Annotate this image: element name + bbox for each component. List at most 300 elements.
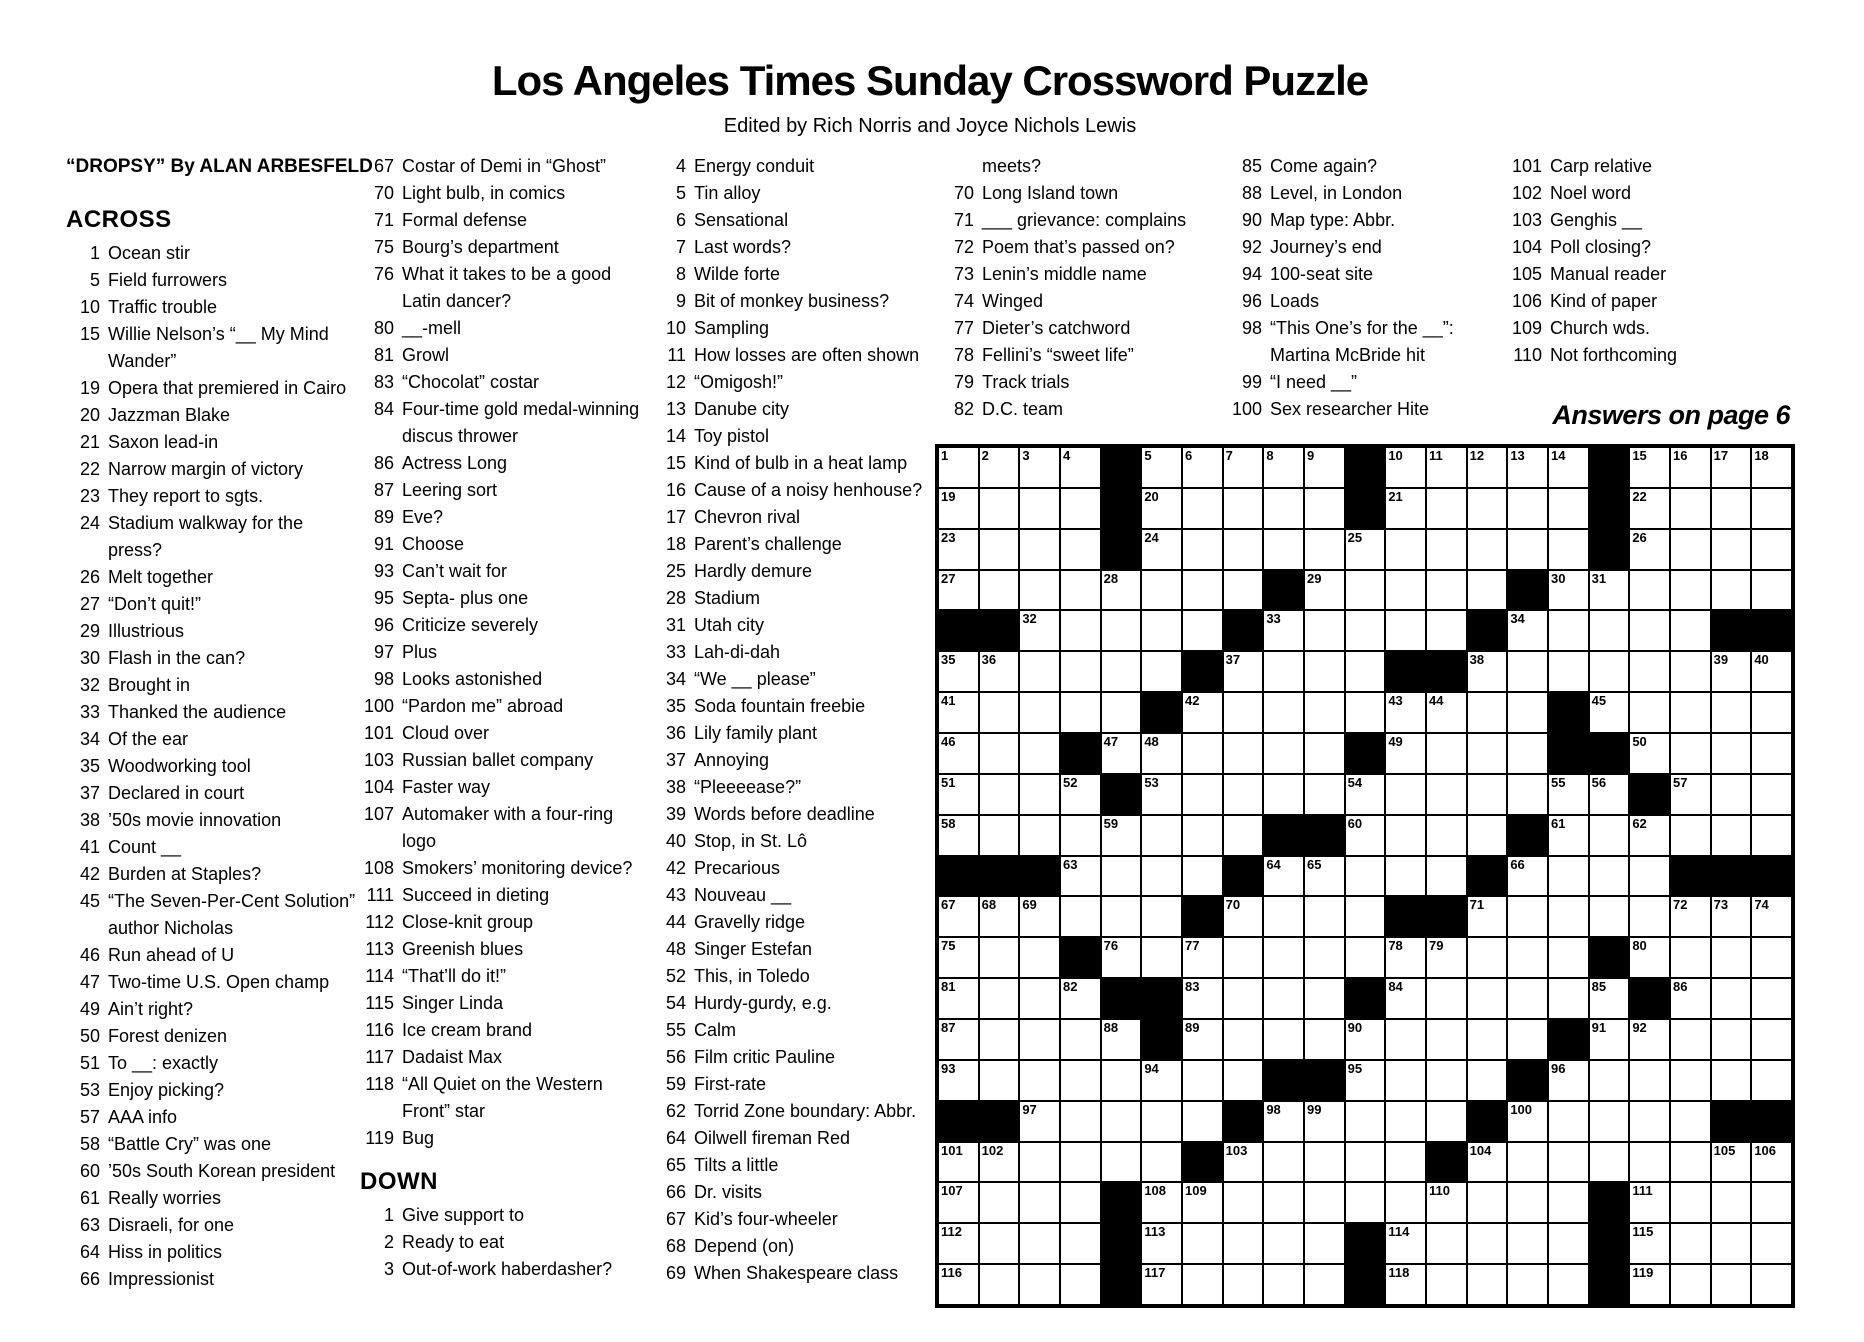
cell-number: 21 <box>1388 488 1403 504</box>
clue <box>652 666 939 693</box>
clue-number: 68 <box>665 1236 686 1256</box>
clue-text: “We __ please” <box>694 669 816 689</box>
clue-number: 101 <box>1511 156 1542 176</box>
clue-text: Oilwell fireman Red <box>694 1128 851 1148</box>
clue-number: 100 <box>363 696 394 716</box>
clue-text: AAA info <box>108 1107 178 1127</box>
grid-cell <box>1426 570 1467 611</box>
clue <box>940 288 1232 315</box>
clue <box>652 1044 939 1071</box>
clue-text: Disraeli, for one <box>108 1215 235 1235</box>
grid-cell-black <box>1182 1142 1223 1183</box>
grid-cell <box>1548 1264 1589 1305</box>
grid-cell <box>938 1060 979 1101</box>
grid-cell <box>1101 733 1142 774</box>
grid-cell <box>1263 1223 1304 1264</box>
grid-cell <box>1019 1223 1060 1264</box>
clue <box>1228 153 1508 180</box>
clue-text: Danube city <box>694 399 790 419</box>
clue-number: 15 <box>665 453 686 473</box>
clue <box>66 564 358 591</box>
grid-cell <box>1141 610 1182 651</box>
grid-cell-black <box>1589 1223 1630 1264</box>
grid-cell <box>1751 774 1792 815</box>
clue <box>652 747 939 774</box>
grid-cell <box>1507 1101 1548 1142</box>
clue-text: Plus <box>402 642 438 662</box>
grid-cell <box>1385 815 1426 856</box>
grid-cell <box>979 1060 1020 1101</box>
clue-text: Give support to <box>402 1205 525 1225</box>
clue-text: Parent’s challenge <box>694 534 842 554</box>
clue <box>66 1104 358 1131</box>
grid-cell-black <box>1263 570 1304 611</box>
clue-number: 36 <box>665 723 686 743</box>
grid-cell <box>1629 815 1670 856</box>
clue-text: “Omigosh!” <box>694 372 784 392</box>
down-clues-5 <box>1508 153 1788 369</box>
grid-cell <box>1141 1223 1182 1264</box>
clue-number: 10 <box>79 297 100 317</box>
grid-cell <box>1711 1019 1752 1060</box>
grid-cell <box>1548 1060 1589 1101</box>
clue <box>360 1044 647 1071</box>
cell-number: 24 <box>1144 529 1159 545</box>
clue <box>940 315 1232 342</box>
down-clues-3 <box>940 153 1232 423</box>
clue-number: 107 <box>363 804 394 824</box>
clue-text: Costar of Demi in “Ghost” <box>402 156 607 176</box>
clue-number: 88 <box>1241 183 1262 203</box>
clue-text: Two-time U.S. Open champ <box>108 972 330 992</box>
clue <box>940 207 1232 234</box>
grid-cell <box>1670 937 1711 978</box>
grid-cell <box>1141 1060 1182 1101</box>
cell-number: 70 <box>1225 897 1241 913</box>
cell-number: 62 <box>1632 815 1647 831</box>
grid-cell-black <box>1670 856 1711 897</box>
clue <box>1508 180 1788 207</box>
grid-cell-black <box>1589 733 1630 774</box>
grid-cell <box>1548 1182 1589 1223</box>
clue-number: 77 <box>953 318 974 338</box>
clue-text: “I need __” <box>1270 372 1358 392</box>
grid-cell <box>1385 610 1426 651</box>
grid-cell-black <box>1345 733 1386 774</box>
grid-cell-black <box>1019 856 1060 897</box>
grid-cell <box>938 447 979 488</box>
clue-text: __-mell <box>402 318 462 338</box>
grid-cell-black <box>1711 610 1752 651</box>
grid-cell <box>1182 1060 1223 1101</box>
grid-cell <box>1507 937 1548 978</box>
grid-cell <box>1548 774 1589 815</box>
clue-number: 49 <box>79 999 100 1019</box>
clue-text: Eve? <box>402 507 444 527</box>
clue-number: 94 <box>1241 264 1262 284</box>
grid-cell <box>1223 1019 1264 1060</box>
cell-number: 93 <box>941 1060 956 1076</box>
grid-cell <box>1263 896 1304 937</box>
down-clues-4 <box>1228 153 1508 423</box>
clue <box>66 969 358 996</box>
clue-text: Ocean stir <box>108 243 191 263</box>
grid-cell <box>1141 733 1182 774</box>
clue <box>652 369 939 396</box>
clue-text: Hiss in politics <box>108 1242 223 1262</box>
clue-text: Bit of monkey business? <box>694 291 890 311</box>
grid-cell <box>1223 937 1264 978</box>
clue <box>360 801 647 855</box>
clue-text: Cloud over <box>402 723 490 743</box>
clue <box>66 429 358 456</box>
clue <box>652 423 939 450</box>
grid-cell <box>1711 937 1752 978</box>
clue-text: Declared in court <box>108 783 245 803</box>
clue-text: Enjoy picking? <box>108 1080 225 1100</box>
grid-cell <box>1019 1264 1060 1305</box>
grid-cell <box>979 815 1020 856</box>
clue-text: Bug <box>402 1128 435 1148</box>
grid-cell <box>938 733 979 774</box>
clue-text: Genghis __ <box>1550 210 1643 230</box>
clue-number: 38 <box>665 777 686 797</box>
clue-number <box>940 153 982 180</box>
grid-cell-black <box>1141 692 1182 733</box>
clue-number: 67 <box>665 1209 686 1229</box>
clue <box>1508 288 1788 315</box>
cell-number: 59 <box>1103 815 1119 831</box>
grid-cell <box>1345 529 1386 570</box>
clue <box>360 504 647 531</box>
grid-cell <box>1182 529 1223 570</box>
clue-text: Dr. visits <box>694 1182 763 1202</box>
page-title: Los Angeles Times Sunday Crossword Puzzle <box>491 57 1369 104</box>
clue-text: Tin alloy <box>694 183 761 203</box>
clue-text: “All Quiet on the Western Front” star <box>402 1074 603 1121</box>
clue-text: Utah city <box>694 615 765 635</box>
cell-number: 33 <box>1266 611 1281 627</box>
grid-cell <box>1101 1142 1142 1183</box>
cell-number: 95 <box>1347 1060 1363 1076</box>
grid-cell <box>1263 1101 1304 1142</box>
clue <box>360 180 647 207</box>
cell-number: 37 <box>1225 652 1241 668</box>
grid-cell <box>1751 896 1792 937</box>
clue <box>940 369 1232 396</box>
clue <box>66 591 358 618</box>
grid-cell <box>1345 856 1386 897</box>
clue-number: 33 <box>79 702 100 722</box>
clue <box>360 315 647 342</box>
clue-text: Leering sort <box>402 480 498 500</box>
clue <box>360 585 647 612</box>
grid-cell <box>1304 1264 1345 1305</box>
grid-cell <box>1223 447 1264 488</box>
cell-number: 94 <box>1144 1060 1159 1076</box>
cell-number: 116 <box>941 1265 962 1281</box>
grid-cell-black <box>1101 488 1142 529</box>
grid-cell <box>1711 1182 1752 1223</box>
grid-cell <box>1385 978 1426 1019</box>
clue <box>1228 261 1508 288</box>
cell-number: 117 <box>1144 1265 1166 1281</box>
clue-number: 57 <box>79 1107 100 1127</box>
clue-text: Singer Estefan <box>694 939 813 959</box>
cell-number: 76 <box>1103 938 1119 954</box>
grid-cell <box>1060 1182 1101 1223</box>
grid-cell <box>1548 856 1589 897</box>
grid-cell <box>1467 447 1508 488</box>
grid-cell-black <box>1426 896 1467 937</box>
clue-text: Church wds. <box>1550 318 1651 338</box>
grid-cell <box>1019 488 1060 529</box>
clue <box>360 1017 647 1044</box>
grid-cell <box>938 937 979 978</box>
grid-cell <box>1060 610 1101 651</box>
grid-cell <box>1670 815 1711 856</box>
clue-number: 46 <box>79 945 100 965</box>
clue-text: Count __ <box>108 837 182 857</box>
grid-cell <box>1060 978 1101 1019</box>
clue-text: Criticize severely <box>402 615 539 635</box>
grid-cell <box>1385 1264 1426 1305</box>
clue-text: Woodworking tool <box>108 756 251 776</box>
clue <box>652 1206 939 1233</box>
clue-text: Depend (on) <box>694 1236 795 1256</box>
spacer <box>360 1152 647 1168</box>
grid-cell-black <box>1141 1019 1182 1060</box>
grid-cell <box>1141 447 1182 488</box>
grid-cell <box>1548 1223 1589 1264</box>
cell-number: 79 <box>1429 938 1444 954</box>
grid-cell <box>1507 610 1548 651</box>
clue-number: 4 <box>675 156 686 176</box>
clue-number: 65 <box>665 1155 686 1175</box>
grid-cell <box>1263 774 1304 815</box>
clue-text: Flash in the can? <box>108 648 246 668</box>
grid-cell <box>1426 529 1467 570</box>
grid-cell <box>1711 488 1752 529</box>
clue <box>66 1131 358 1158</box>
grid-cell <box>1141 651 1182 692</box>
clue-text: Wilde forte <box>694 264 781 284</box>
clue-text: Sex researcher Hite <box>1270 399 1430 419</box>
clue-text: Torrid Zone boundary: Abbr. <box>694 1101 917 1121</box>
grid-cell <box>1670 1182 1711 1223</box>
cell-number: 18 <box>1754 448 1769 463</box>
grid-cell <box>1019 1182 1060 1223</box>
clue-number: 96 <box>1241 291 1262 311</box>
grid-cell <box>1751 978 1792 1019</box>
clue <box>652 288 939 315</box>
grid-cell <box>979 1019 1020 1060</box>
cell-number: 42 <box>1185 693 1200 709</box>
grid-cell <box>1019 651 1060 692</box>
grid-cell-black <box>1101 978 1142 1019</box>
cell-number: 66 <box>1510 856 1525 872</box>
clue-text: Jazzman Blake <box>108 405 231 425</box>
cell-number: 92 <box>1632 1020 1647 1035</box>
grid-cell <box>1426 815 1467 856</box>
grid-cell <box>1507 1142 1548 1183</box>
grid-cell <box>1467 692 1508 733</box>
clue-text: Kind of bulb in a heat lamp <box>694 453 908 473</box>
grid-cell <box>938 815 979 856</box>
grid-cell <box>1304 651 1345 692</box>
grid-cell <box>1223 651 1264 692</box>
clue <box>652 693 939 720</box>
clue-number: 84 <box>373 399 394 419</box>
clue-text: “Pardon me” abroad <box>402 696 564 716</box>
clue-text: Poem that’s passed on? <box>982 237 1175 257</box>
grid-cell <box>1467 774 1508 815</box>
grid-cell <box>1711 651 1752 692</box>
grid-cell <box>1467 1019 1508 1060</box>
clue-number: 38 <box>79 810 100 830</box>
clue <box>66 645 358 672</box>
grid-cell <box>1223 570 1264 611</box>
clue-number: 64 <box>665 1128 686 1148</box>
cell-number: 65 <box>1307 856 1322 872</box>
grid-cell <box>1507 896 1548 937</box>
grid-cell <box>938 692 979 733</box>
cell-number: 45 <box>1591 693 1607 709</box>
grid-cell <box>1263 447 1304 488</box>
clue-text: Kid’s four-wheeler <box>694 1209 838 1229</box>
grid-cell <box>1101 1019 1142 1060</box>
cell-number: 80 <box>1632 938 1647 954</box>
cell-number: 39 <box>1713 652 1729 668</box>
clue-number: 43 <box>665 885 686 905</box>
grid-cell <box>1426 1019 1467 1060</box>
grid-cell <box>1385 1060 1426 1101</box>
clue-text: Opera that premiered in Cairo <box>108 378 347 398</box>
clue <box>652 963 939 990</box>
cell-number: 98 <box>1266 1101 1281 1117</box>
clue <box>652 1098 939 1125</box>
grid-cell <box>1182 1182 1223 1223</box>
cell-number: 28 <box>1103 570 1119 586</box>
clue-number: 66 <box>79 1269 100 1289</box>
grid-cell-black <box>979 610 1020 651</box>
grid-cell <box>1670 774 1711 815</box>
grid-cell <box>1711 774 1752 815</box>
clue-text: Last words? <box>694 237 792 257</box>
grid-cell <box>1223 529 1264 570</box>
grid-cell <box>979 896 1020 937</box>
clue <box>652 342 939 369</box>
clue-number: 25 <box>665 561 686 581</box>
grid-cell <box>1467 937 1508 978</box>
cell-number: 103 <box>1225 1142 1248 1158</box>
cell-number: 102 <box>981 1142 1004 1158</box>
cell-number: 19 <box>941 488 956 504</box>
cell-number: 50 <box>1632 734 1647 749</box>
clue-text: Soda fountain freebie <box>694 696 866 716</box>
grid-cell <box>1426 447 1467 488</box>
grid-cell <box>1263 692 1304 733</box>
clue <box>66 1050 358 1077</box>
clue-text: Tilts a little <box>694 1155 779 1175</box>
clue <box>360 909 647 936</box>
grid-cell <box>1629 488 1670 529</box>
grid-cell-black <box>1060 937 1101 978</box>
clue-number: 75 <box>373 237 394 257</box>
grid-cell-black <box>1589 488 1630 529</box>
clue-number: 71 <box>373 210 394 230</box>
grid-cell <box>1263 488 1304 529</box>
grid-cell <box>1711 1223 1752 1264</box>
grid-cell <box>1304 529 1345 570</box>
grid-cell <box>1426 937 1467 978</box>
grid-cell <box>1467 1223 1508 1264</box>
grid-cell <box>1629 651 1670 692</box>
cell-number: 106 <box>1754 1142 1777 1158</box>
clue-number: 90 <box>1241 210 1262 230</box>
clue-number: 104 <box>363 777 394 797</box>
clue-number: 24 <box>79 513 100 533</box>
clue-number: 23 <box>79 486 100 506</box>
cell-number: 58 <box>941 815 956 831</box>
cell-number: 35 <box>941 652 956 668</box>
clue <box>66 618 358 645</box>
clue-text: Long Island town <box>982 183 1119 203</box>
grid-cell <box>1507 733 1548 774</box>
clue-number: 63 <box>79 1215 100 1235</box>
grid-cell <box>1182 1264 1223 1305</box>
cell-number: 12 <box>1469 448 1485 463</box>
clue <box>66 1077 358 1104</box>
grid-cell <box>1751 488 1792 529</box>
grid-cell <box>1670 1060 1711 1101</box>
grid-cell-black <box>1345 1264 1386 1305</box>
clue <box>1228 234 1508 261</box>
grid-cell-black <box>1101 1264 1142 1305</box>
grid-cell-black <box>1263 1060 1304 1101</box>
grid-cell-black <box>1263 815 1304 856</box>
grid-cell <box>1629 1142 1670 1183</box>
clue-text: Growl <box>402 345 450 365</box>
grid-cell-black <box>1467 610 1508 651</box>
grid-cell <box>1467 896 1508 937</box>
grid-cell <box>1304 896 1345 937</box>
clue-number: 82 <box>953 399 974 419</box>
grid-cell <box>1385 1182 1426 1223</box>
clue-column-1 <box>66 153 373 1293</box>
grid-cell <box>1304 937 1345 978</box>
cell-number: 91 <box>1591 1020 1607 1035</box>
grid-cell-black <box>1101 447 1142 488</box>
clue-text: Manual reader <box>1550 264 1667 284</box>
grid-cell <box>1182 488 1223 529</box>
clue-number: 96 <box>373 615 394 635</box>
grid-cell <box>1711 733 1752 774</box>
clue <box>360 720 647 747</box>
clue <box>652 558 939 585</box>
clue-text: Russian ballet company <box>402 750 594 770</box>
across-header: ACROSS <box>66 206 172 233</box>
clue <box>66 1185 358 1212</box>
clue-number: 26 <box>79 567 100 587</box>
clue-text: This, in Toledo <box>694 966 810 986</box>
clue-number: 41 <box>79 837 100 857</box>
grid-cell <box>1060 529 1101 570</box>
cell-number: 16 <box>1673 448 1688 463</box>
cell-number: 7 <box>1225 448 1233 463</box>
cell-number: 1 <box>941 448 949 463</box>
clue-text: Sampling <box>694 318 770 338</box>
